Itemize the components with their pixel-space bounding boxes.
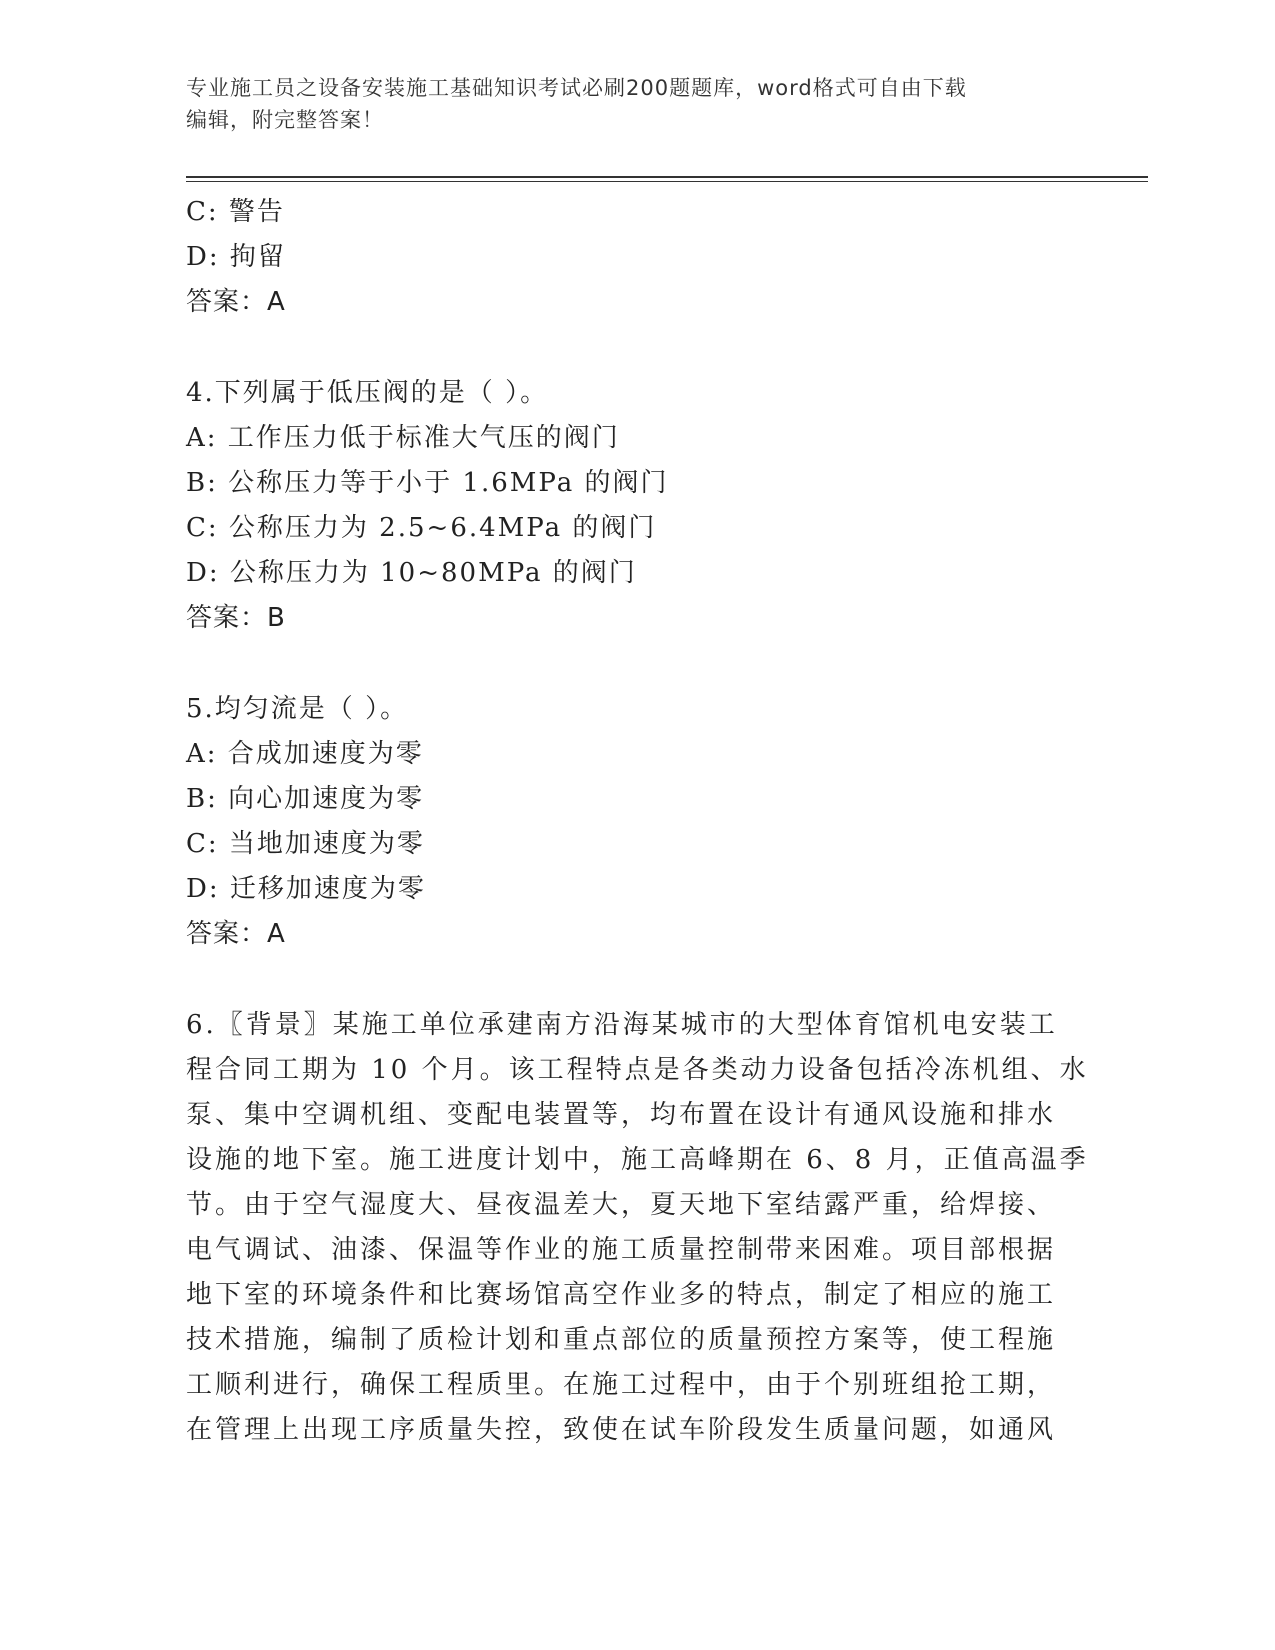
q5-answer: 答案：A [186,919,286,949]
q5-option-c: C: 当地加速度为零 [186,829,425,859]
q4-answer: 答案：B [186,603,286,633]
q5-question: 5.均匀流是（ ）。 [186,694,409,724]
q4-option-b: B: 公称压力等于小于 1.6MPa 的阀门 [186,468,669,498]
header-title-line-1: 专业施工员之设备安装施工基础知识考试必刷200题题库，word格式可自由下载 [186,76,967,100]
q4-option-d: D: 公称压力为 10~80MPa 的阀门 [186,558,637,588]
question-4-block [186,371,1086,641]
q3-option-d: D: 拘留 [186,242,286,272]
q5-option-b: B: 向心加速度为零 [186,784,425,814]
question-5-block [186,687,1086,957]
header-divider-thick [186,176,1148,178]
q5-option-a: A: 合成加速度为零 [186,739,424,769]
header-divider-thin [186,181,1148,182]
q6-text-line: 技术措施，编制了质检计划和重点部位的质量预控方案等，使工程施 [186,1325,1057,1355]
q3-answer: 答案：A [186,287,286,317]
q6-text-line: 程合同工期为 10 个月。该工程特点是各类动力设备包括冷冻机组、水 [186,1055,1089,1085]
q6-text-line: 设施的地下室。施工进度计划中，施工高峰期在 6、8 月，正值高温季 [186,1145,1089,1175]
q6-text-line: 地下室的环境条件和比赛场馆高空作业多的特点，制定了相应的施工 [186,1280,1057,1310]
q3-option-c: C: 警告 [186,197,285,227]
spacer [186,325,1086,371]
q6-text-line: 在管理上出现工序质量失控，致使在试车阶段发生质量问题，如通风 [186,1415,1057,1445]
header-title-line-2: 编辑，附完整答案！ [186,108,384,132]
q4-option-a: A: 工作压力低于标准大气压的阀门 [186,423,620,453]
q6-text-line: 泵、集中空调机组、变配电装置等，均布置在设计有通风设施和排水 [186,1100,1057,1130]
spacer [186,957,1086,1003]
q6-text-line: 工顺利进行，确保工程质里。在施工过程中，由于个别班组抢工期， [186,1370,1057,1400]
q6-text-line: 6.〖背景〗某施工单位承建南方沿海某城市的大型体育馆机电安装工 [186,1010,1058,1040]
q6-text-line: 节。由于空气湿度大、昼夜温差大，夏天地下室结露严重，给焊接、 [186,1190,1057,1220]
question-6-block [186,1003,1089,1453]
document-header [186,72,1066,136]
document-body [186,190,1089,1453]
spacer [186,641,1086,687]
q4-option-c: C: 公称压力为 2.5~6.4MPa 的阀门 [186,513,657,543]
question-3-block [186,190,1086,325]
q4-question: 4.下列属于低压阀的是（ ）。 [186,378,549,408]
q5-option-d: D: 迁移加速度为零 [186,874,426,904]
q6-text-line: 电气调试、油漆、保温等作业的施工质量控制带来困难。项目部根据 [186,1235,1057,1265]
